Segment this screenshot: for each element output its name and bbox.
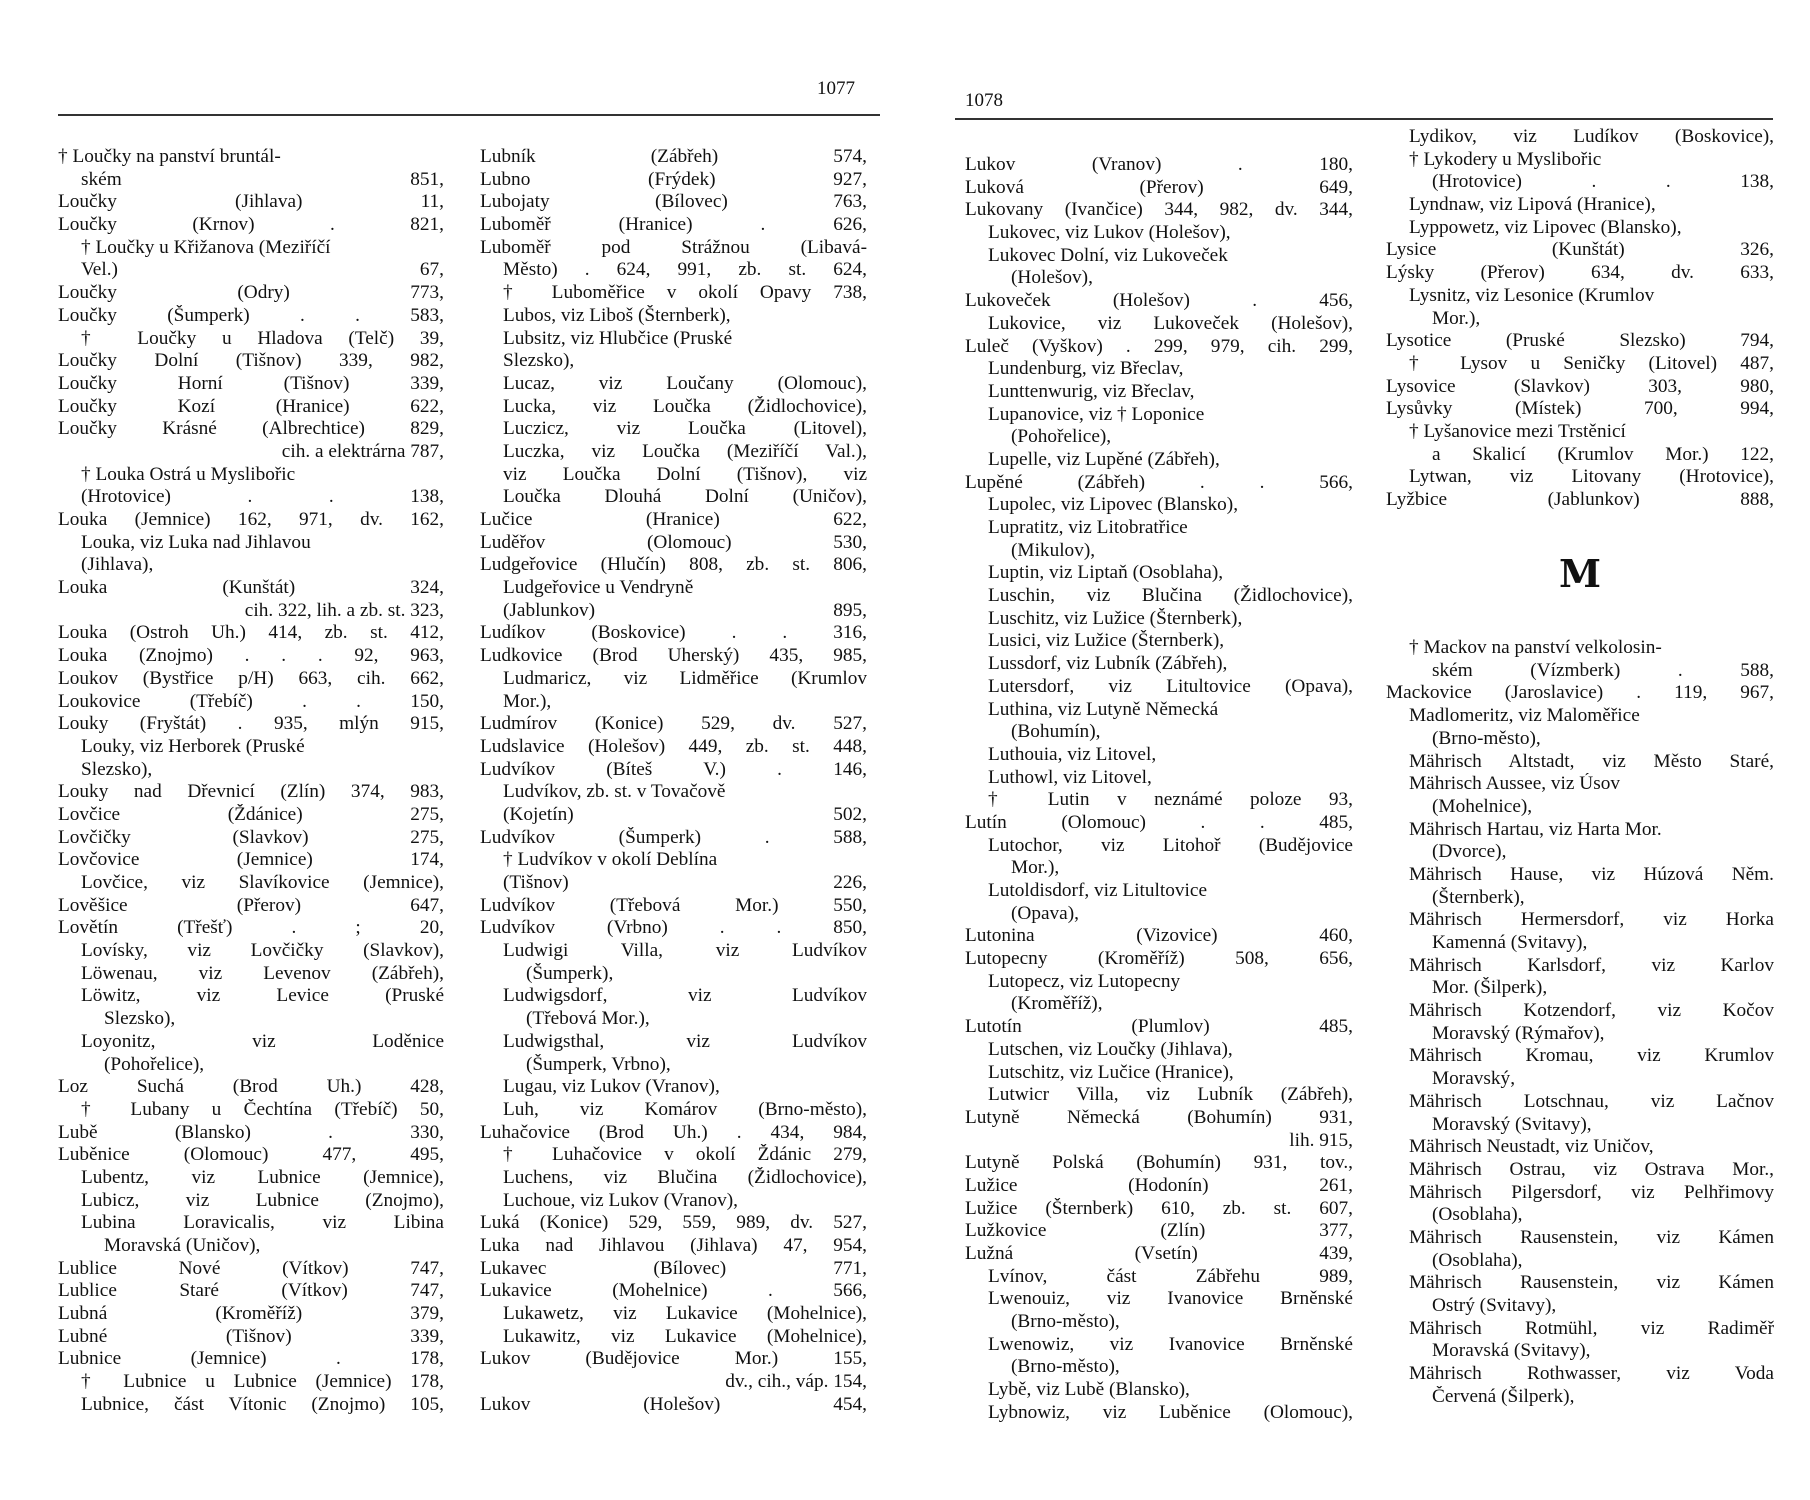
index-entry: Lukavice (Mohelnice) . 566, <box>480 1280 867 1302</box>
index-entry: Lybnowiz, viz Luběnice (Olomouc), <box>988 1401 1353 1423</box>
index-entry: Loučky (Šumperk) . . 583, <box>58 304 444 326</box>
index-entry: Luboměř pod Strážnou (Libavá- <box>480 236 867 258</box>
index-entry: Mährisch Ostrau, viz Ostrava Mor., <box>1409 1158 1774 1180</box>
index-entry: Lukawetz, viz Lukavice (Mohelnice), <box>503 1303 867 1325</box>
index-entry: Louka (Jemnice) 162, 971, dv. 162, <box>58 509 444 530</box>
index-entry: Mährisch Karlsdorf, viz Karlov <box>1409 954 1774 976</box>
index-entry: Mor.), <box>1011 857 1060 879</box>
index-entry: Lugau, viz Lukov (Vranov), <box>503 1076 720 1098</box>
index-entry: Luběnice (Olomouc) 477, 495, <box>58 1144 444 1166</box>
index-entry: Luleč (Vyškov) . 299, 979, cih. 299, <box>965 335 1353 357</box>
index-entry: (Brno-město), <box>1011 1311 1120 1333</box>
index-entry: (Pohořelice), <box>1011 426 1112 448</box>
index-entry: Ludgeřovice u Vendryně <box>503 577 694 599</box>
index-entry: Mährisch Lotschnau, viz Lačnov <box>1409 1090 1774 1112</box>
index-entry: (Bohumín), <box>1011 721 1101 743</box>
index-entry: Loučky (Odry) 773, <box>58 282 444 304</box>
index-entry: Lutoldisdorf, viz Litultovice <box>988 880 1208 901</box>
index-entry: † Loučky na panství bruntál- <box>58 146 281 167</box>
index-entry: Lytwan, viz Litovany (Hrotovice), <box>1409 466 1774 488</box>
index-entry: Ludmaricz, viz Lidměřice (Krumlov <box>503 667 867 689</box>
index-entry: Lukovany (Ivančice) 344, 982, dv. 344, <box>965 199 1353 221</box>
index-entry: Lutschitz, viz Lučice (Hranice), <box>988 1061 1234 1083</box>
index-entry: Lukov (Holešov) 454, <box>480 1393 867 1415</box>
index-entry: Moravský (Rýmařov), <box>1432 1022 1605 1044</box>
index-entry: Ludwigsdorf, viz Ludvíkov <box>503 985 867 1007</box>
index-entry: Löwenau, viz Levenov (Zábřeh), <box>81 962 444 984</box>
index-entry: Lovčice (Ždánice) 275, <box>58 803 444 825</box>
index-entry: Mährisch Rausenstein, viz Kámen <box>1409 1272 1774 1294</box>
index-entry: Loučka Dlouhá Dolní (Uničov), <box>503 486 867 508</box>
index-entry: Mährisch Kotzendorf, viz Kočov <box>1409 1000 1774 1022</box>
index-entry: Lýsky (Přerov) 634, dv. 633, <box>1386 262 1774 284</box>
index-entry: Lutschen, viz Loučky (Jihlava), <box>988 1038 1233 1060</box>
index-entry: Lundenburg, viz Břeclav, <box>988 358 1184 380</box>
index-entry: Louky nad Dřevnicí (Zlín) 374, 983, <box>58 781 444 803</box>
index-column-right-2-l-entries <box>1386 126 1774 512</box>
index-entry: † Lubnice u Lubnice (Jemnice) 178, <box>81 1371 444 1393</box>
spacer <box>1386 512 1774 535</box>
index-entry: Slezsko), <box>104 1008 176 1030</box>
index-entry: Lubos, viz Liboš (Šternberk), <box>503 304 731 326</box>
index-entry: Lysice (Kunštát) 326, <box>1386 239 1774 261</box>
index-entry: Mährisch Altstadt, viz Město Staré, <box>1409 750 1774 772</box>
index-entry: Loučky Dolní (Tišnov) 339, 982, <box>58 350 444 372</box>
index-entry: Lužice (Hodonín) 261, <box>965 1174 1353 1196</box>
index-entry: Moravský, <box>1432 1068 1516 1090</box>
page-number-right: 1078 <box>965 90 1003 111</box>
index-entry: Lucaz, viz Loučany (Olomouc), <box>503 372 867 394</box>
index-entry: Louka (Kunštát) 324, <box>58 577 444 599</box>
index-entry: Lukovec Dolní, viz Lukoveček <box>988 244 1228 266</box>
index-entry: Luká (Konice) 529, 559, 989, dv. 527, <box>480 1212 867 1234</box>
index-entry: Ostrý (Svitavy), <box>1432 1295 1557 1316</box>
index-entry: Lubicz, viz Lubnice (Znojmo), <box>81 1189 444 1211</box>
index-entry: Luptin, viz Liptaň (Osoblaha), <box>988 562 1224 584</box>
index-entry: Mackovice (Jaroslavice) . 119, 967, <box>1386 682 1774 704</box>
index-entry: (Opava), <box>1011 902 1079 924</box>
index-entry: Louka (Znojmo) . . . 92, 963, <box>58 645 444 667</box>
index-entry: Lupelle, viz Lupěné (Zábřeh), <box>988 448 1220 470</box>
index-entry: Luthouia, viz Litovel, <box>988 743 1157 765</box>
index-entry: Lukovec, viz Lukov (Holešov), <box>988 222 1231 244</box>
index-entry: Lubina Loravicalis, viz Libina <box>81 1212 444 1234</box>
index-entry: Ludgeřovice (Hlučín) 808, zb. st. 806, <box>480 554 867 576</box>
index-entry: (Mohelnice), <box>1432 795 1533 817</box>
index-entry: Lubojaty (Bílovec) 763, <box>480 191 867 213</box>
index-entry: Mährisch Kromau, viz Krumlov <box>1409 1045 1774 1067</box>
index-entry: † Louka Ostrá u Myslibořic <box>81 463 296 485</box>
header-rule-right <box>955 118 1773 120</box>
index-entry: (Brno-město), <box>1011 1356 1120 1378</box>
index-entry: Město) . 624, 991, zb. st. 624, <box>503 259 867 281</box>
index-entry: † Lyšanovice mezi Trstěnicí <box>1409 420 1626 442</box>
index-entry: Ludkovice (Brod Uherský) 435, 985, <box>480 645 867 667</box>
index-entry: Lutochor, viz Litohoř (Budějovice <box>988 834 1353 856</box>
index-entry: (Brno-město), <box>1432 727 1541 749</box>
index-entry: Mährisch Rothwasser, viz Voda <box>1409 1363 1774 1385</box>
index-entry: Mor. (Šilperk), <box>1432 977 1548 999</box>
index-entry: † Luboměřice v okolí Opavy 738, <box>503 282 867 304</box>
index-entry: (Mikulov), <box>1011 539 1096 561</box>
index-entry: Lvínov, část Zábřehu 989, <box>988 1265 1353 1287</box>
index-entry: Ludíkov (Boskovice) . . 316, <box>480 622 867 644</box>
index-entry: Mährisch Rotmühl, viz Radiměř <box>1409 1317 1774 1339</box>
index-entry: Slezsko), <box>503 350 575 372</box>
index-entry: Lucka, viz Loučka (Židlochovice), <box>503 395 867 417</box>
index-entry: Loučky (Jihlava) 11, <box>58 191 444 213</box>
index-entry: viz Loučka Dolní (Tišnov), viz <box>503 463 867 485</box>
index-entry: Lutyně Německá (Bohumín) 931, <box>965 1106 1353 1128</box>
index-entry: Ludvíkov, zb. st. v Tovačově <box>503 781 726 803</box>
index-entry: Lovčice, viz Slavíkovice (Jemnice), <box>81 872 444 893</box>
index-entry: Moravský (Svitavy), <box>1432 1113 1592 1135</box>
index-entry: Lybě, viz Lubě (Blansko), <box>988 1379 1190 1401</box>
index-entry: Luschitz, viz Lužice (Šternberk), <box>988 607 1243 629</box>
index-entry: Lutín (Olomouc) . . 485, <box>965 811 1353 833</box>
spacer <box>1386 614 1774 637</box>
index-entry: (Jihlava), <box>81 554 154 576</box>
index-entry: † Lykodery u Myslibořic <box>1409 148 1602 170</box>
index-entry: Lovísky, viz Lovčičky (Slavkov), <box>81 940 444 962</box>
index-entry: a Skalicí (Krumlov Mor.) 122, <box>1432 443 1774 465</box>
index-entry: Ludwigsthal, viz Ludvíkov <box>503 1030 867 1052</box>
index-entry: Mährisch Neustadt, viz Uničov, <box>1409 1136 1654 1158</box>
index-entry: Červená (Šilperk), <box>1432 1385 1575 1407</box>
index-entry: † Luhačovice v okolí Ždánic 279, <box>503 1144 867 1166</box>
index-entry: Lověšice (Přerov) 647, <box>58 894 444 916</box>
index-entry: Lubsitz, viz Hlubčice (Pruské <box>503 327 733 349</box>
index-entry: † Ludvíkov v okolí Deblína <box>503 849 718 871</box>
index-entry: Lwenouiz, viz Ivanovice Brněnské <box>988 1288 1353 1310</box>
index-entry: (Tišnov) 226, <box>503 872 867 893</box>
index-entry: Loučky Horní (Tišnov) 339, <box>58 372 444 394</box>
index-entry: Lysovice (Slavkov) 303, 980, <box>1386 375 1774 397</box>
index-entry: Ludvíkov (Vrbno) . . 850, <box>480 917 867 939</box>
index-entry: Luczka, viz Loučka (Meziříčí Val.), <box>503 440 867 462</box>
index-entry: Luczicz, viz Loučka (Litovel), <box>503 418 867 440</box>
index-entry: Louky (Fryštát) . 935, mlýn 915, <box>58 713 444 735</box>
index-entry: Lubnice, část Vítonic (Znojmo) 105, <box>81 1393 444 1415</box>
index-entry: Luková (Přerov) 649, <box>965 176 1353 198</box>
index-entry: Lwenowiz, viz Ivanovice Brněnské <box>988 1333 1353 1355</box>
index-entry: Lubno (Frýdek) 927, <box>480 168 867 190</box>
index-entry: Lubné (Tišnov) 339, <box>58 1325 444 1347</box>
index-column-left-2 <box>480 146 867 1417</box>
index-entry: Lužice (Šternberk) 610, zb. st. 607, <box>965 1197 1353 1219</box>
index-entry: Vel.) 67, <box>81 259 444 281</box>
page-number-left: 1077 <box>817 78 855 99</box>
index-entry: Lovčičky (Slavkov) 275, <box>58 826 444 848</box>
index-entry: Lubná (Kroměříž) 379, <box>58 1303 444 1325</box>
index-entry: Lysůvky (Místek) 700, 994, <box>1386 398 1774 420</box>
index-entry: Ludmírov (Konice) 529, dv. 527, <box>480 713 867 735</box>
index-entry: Lyndnaw, viz Lipová (Hranice), <box>1409 194 1656 216</box>
index-entry: Loukov (Bystřice p/H) 663, cih. 662, <box>58 667 444 689</box>
index-entry: Mährisch Hermersdorf, viz Horka <box>1409 909 1774 931</box>
header-rule-left <box>58 114 880 116</box>
index-entry: Lupratitz, viz Litobratřice <box>988 517 1188 538</box>
index-entry: Luschin, viz Blučina (Židlochovice), <box>988 585 1353 607</box>
section-letter: M <box>1558 551 1602 597</box>
index-entry: Lutopecny (Kroměříž) 508, 656, <box>965 948 1353 970</box>
index-entry: Lukawitz, viz Lukavice (Mohelnice), <box>503 1325 867 1347</box>
index-entry: (Třebová Mor.), <box>526 1008 650 1030</box>
index-entry: Luchens, viz Blučina (Židlochovice), <box>503 1166 867 1188</box>
index-entry: ském (Vízmberk) . 588, <box>1432 659 1774 681</box>
index-entry: Madlomeritz, viz Maloměřice <box>1409 705 1640 727</box>
index-column-left-1 <box>58 146 444 1417</box>
index-entry: Lovětín (Třešť) . ; 20, <box>58 917 444 939</box>
index-column-right-2 <box>1386 126 1774 1408</box>
index-entry: Mor.), <box>1432 307 1481 329</box>
index-entry: (Holešov), <box>1011 267 1093 289</box>
index-entry: Mor.), <box>503 690 552 712</box>
index-entry: Lukovice, viz Lukoveček (Holešov), <box>988 312 1353 334</box>
index-entry: Mährisch Rausenstein, viz Kámen <box>1409 1226 1774 1248</box>
index-entry: † Lutin v neznámé poloze 93, <box>988 789 1353 811</box>
index-entry: Luthina, viz Lutyně Německá <box>988 698 1219 720</box>
index-entry: Luka nad Jihlavou (Jihlava) 47, 954, <box>480 1235 867 1256</box>
index-entry: Lutyně Polská (Bohumín) 931, tov., <box>965 1152 1353 1174</box>
index-entry: Lubník (Zábřeh) 574, <box>480 146 867 167</box>
index-entry: Ludvíkov (Bíteš V.) . 146, <box>480 758 867 780</box>
index-entry: Lunttenwurig, viz Břeclav, <box>988 380 1195 402</box>
index-entry: Lukavec (Bílovec) 771, <box>480 1257 867 1279</box>
index-entry: (Pohořelice), <box>104 1053 205 1075</box>
index-entry: Lovčovice (Jemnice) 174, <box>58 849 444 871</box>
index-entry: (Kojetín) 502, <box>503 803 867 825</box>
index-entry: (Osoblaha), <box>1432 1249 1523 1271</box>
index-entry: Lussdorf, viz Lubník (Zábřeh), <box>988 653 1228 675</box>
index-entry: Loukovice (Třebíč) . . 150, <box>58 690 444 712</box>
index-entry: † Lubany u Čechtína (Třebíč) 50, <box>81 1098 444 1120</box>
index-entry: (Šumperk), <box>526 962 614 984</box>
index-entry: Lysnitz, viz Lesonice (Krumlov <box>1409 284 1655 306</box>
index-entry: Lyppowetz, viz Lipovec (Blansko), <box>1409 216 1682 238</box>
index-entry: Loučky Krásné (Albrechtice) 829, <box>58 418 444 440</box>
index-entry: Lusici, viz Lužice (Šternberk), <box>988 630 1225 652</box>
index-entry: Löwitz, viz Levice (Pruské <box>81 985 444 1007</box>
index-entry: Lyžbice (Jablunkov) 888, <box>1386 489 1774 510</box>
index-entry: Luh, viz Komárov (Brno-město), <box>503 1098 867 1120</box>
index-entry: Lupolec, viz Lipovec (Blansko), <box>988 494 1239 516</box>
index-column-right-1 <box>965 154 1353 1425</box>
index-entry: Lubě (Blansko) . 330, <box>58 1121 444 1143</box>
index-entry: Luchoue, viz Lukov (Vranov), <box>503 1189 738 1211</box>
index-entry: Lysotice (Pruské Slezsko) 794, <box>1386 330 1774 352</box>
index-entry: Loučky (Krnov) . 821, <box>58 214 444 236</box>
index-entry: Mährisch Pilgersdorf, viz Pelhřimovy <box>1409 1181 1774 1203</box>
index-entry: lih. 915, <box>1289 1129 1353 1151</box>
index-entry: Lužná (Vsetín) 439, <box>965 1243 1353 1264</box>
index-entry: † Lysov u Seničky (Litovel) 487, <box>1409 352 1774 374</box>
index-entry: Luthowl, viz Litovel, <box>988 766 1152 788</box>
index-entry: (Dvorce), <box>1432 841 1507 863</box>
index-entry: Lužkovice (Zlín) 377, <box>965 1220 1353 1242</box>
index-entry: ském 851, <box>81 168 444 190</box>
index-entry: Mährisch Hause, viz Húzová Něm. <box>1409 863 1774 885</box>
index-entry: Mährisch Hartau, viz Harta Mor. <box>1409 818 1662 840</box>
index-entry: Louka, viz Luka nad Jihlavou <box>81 531 311 553</box>
index-entry: Kamenná (Svitavy), <box>1432 932 1588 953</box>
index-entry: Lublice Staré (Vítkov) 747, <box>58 1280 444 1302</box>
index-entry: (Kroměříž), <box>1011 993 1103 1015</box>
index-entry: † Loučky u Křižanova (Meziříčí <box>81 236 331 258</box>
index-entry: Lubentz, viz Lubnice (Jemnice), <box>81 1166 444 1188</box>
index-entry: Lutwicr Villa, viz Lubník (Zábřeh), <box>988 1084 1353 1106</box>
index-entry: Luboměř (Hranice) . 626, <box>480 214 867 236</box>
index-entry: Mährisch Aussee, viz Úsov <box>1409 773 1620 795</box>
index-entry: Moravská (Svitavy), <box>1432 1340 1591 1362</box>
index-entry: Lutersdorf, viz Litultovice (Opava), <box>988 675 1353 697</box>
index-entry: Ludvíkov (Třebová Mor.) 550, <box>480 894 867 916</box>
index-entry: (Hrotovice) . . 138, <box>81 486 444 508</box>
index-column-right-2-m-entries <box>1386 637 1774 1408</box>
index-entry: (Šumperk, Vrbno), <box>526 1053 671 1075</box>
index-entry: Louky, viz Herborek (Pruské <box>81 735 305 757</box>
index-entry: (Šternberk), <box>1432 886 1525 908</box>
index-entry: Luhačovice (Brod Uh.) . 434, 984, <box>480 1121 867 1143</box>
index-entry: Loučky Kozí (Hranice) 622, <box>58 395 444 417</box>
index-entry: Lupěné (Zábřeh) . . 566, <box>965 471 1353 493</box>
index-entry: Lutotín (Plumlov) 485, <box>965 1016 1353 1038</box>
index-entry: Luděřov (Olomouc) 530, <box>480 531 867 553</box>
index-entry: Loz Suchá (Brod Uh.) 428, <box>58 1076 444 1098</box>
index-entry: Lydikov, viz Ludíkov (Boskovice), <box>1409 126 1774 147</box>
index-entry: † Loučky u Hladova (Telč) 39, <box>81 327 444 349</box>
index-entry: Moravská (Uničov), <box>104 1235 261 1256</box>
index-entry: Lubnice (Jemnice) . 178, <box>58 1348 444 1370</box>
index-entry: cih. a elektrárna 787, <box>281 440 444 462</box>
index-entry: Lutopecz, viz Lutopecny <box>988 970 1181 992</box>
index-entry: Ludwigi Villa, viz Ludvíkov <box>503 940 867 962</box>
index-entry: dv., cih., váp. 154, <box>725 1371 867 1393</box>
index-entry: Lutonina (Vizovice) 460, <box>965 925 1353 947</box>
index-entry: Lukov (Vranov) . 180, <box>965 154 1353 175</box>
index-entry: (Hrotovice) . . 138, <box>1432 171 1774 193</box>
index-entry: Slezsko), <box>81 758 153 780</box>
index-entry: Lukoveček (Holešov) . 456, <box>965 290 1353 312</box>
index-entry: (Jablunkov) 895, <box>503 599 867 621</box>
index-entry: cih. 322, lih. a zb. st. 323, <box>244 599 444 621</box>
index-entry: † Mackov na panství velkolosin- <box>1409 637 1662 659</box>
index-entry: Louka (Ostroh Uh.) 414, zb. st. 412, <box>58 622 444 644</box>
index-entry: Lupanovice, viz † Loponice <box>988 403 1205 425</box>
index-entry: (Osoblaha), <box>1432 1204 1523 1226</box>
index-entry: Lukov (Budějovice Mor.) 155, <box>480 1348 867 1370</box>
index-entry: Ludvíkov (Šumperk) . 588, <box>480 826 867 848</box>
index-entry: Lučice (Hranice) 622, <box>480 509 867 530</box>
index-entry: Loyonitz, viz Loděnice <box>81 1030 444 1052</box>
index-entry: Ludslavice (Holešov) 449, zb. st. 448, <box>480 735 867 757</box>
index-entry: Lublice Nové (Vítkov) 747, <box>58 1257 444 1279</box>
